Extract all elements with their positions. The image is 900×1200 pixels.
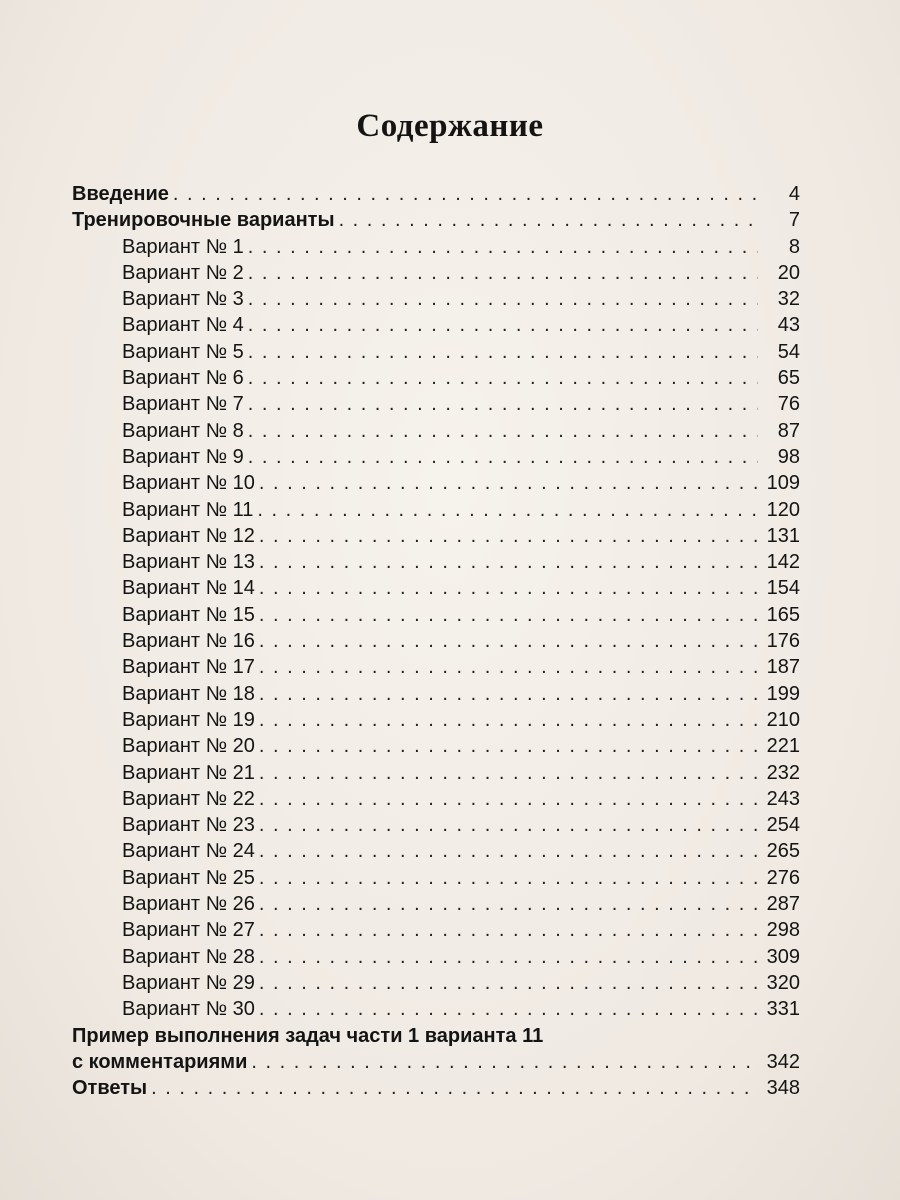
page-title: Содержание	[356, 108, 544, 144]
dot-leader	[259, 549, 758, 575]
toc-entry-label: Вариант № 30	[122, 998, 255, 1021]
dot-leader	[259, 628, 758, 654]
toc-page-number: 65	[777, 367, 800, 390]
toc-entry-label: Введение	[72, 183, 169, 205]
toc-entry-label: Вариант № 18	[122, 682, 255, 705]
toc-variant-row	[72, 602, 800, 628]
toc-variant-row	[72, 286, 800, 312]
toc-entry-label: с комментариями	[72, 1050, 248, 1073]
toc-entry-label: Вариант № 14	[122, 577, 255, 600]
dot-leader	[257, 497, 758, 523]
dot-leader	[251, 1049, 758, 1075]
toc-page-number: 210	[766, 708, 800, 731]
dot-leader	[259, 996, 758, 1022]
toc-page-number: 154	[766, 577, 800, 600]
dot-leader	[259, 891, 758, 917]
toc-variant-row	[72, 786, 800, 812]
toc-page-number: 265	[766, 840, 800, 863]
toc-entry-label: Вариант № 15	[122, 603, 255, 626]
toc-variant-row	[72, 418, 800, 444]
dot-leader	[259, 970, 758, 996]
toc-variant-row	[72, 944, 800, 970]
toc-entry-label: Вариант № 19	[122, 708, 255, 731]
toc-entry-label: Вариант № 23	[122, 814, 255, 837]
toc-variant-row	[72, 707, 800, 733]
dot-leader	[259, 575, 758, 601]
dot-leader	[248, 339, 758, 365]
toc-variant-row	[72, 812, 800, 838]
toc-entry-label: Вариант № 16	[122, 630, 255, 653]
dot-leader	[248, 234, 758, 260]
toc-page-number: 221	[766, 735, 800, 758]
toc-variant-row	[72, 760, 800, 786]
dot-leader	[259, 865, 758, 891]
toc-page-number: 120	[766, 498, 800, 521]
toc-section-row	[72, 1023, 800, 1049]
toc-entry-label: Вариант № 7	[122, 393, 244, 416]
toc-page-number: 142	[766, 551, 800, 574]
toc-page-number: 309	[766, 945, 800, 968]
toc-page-number: 287	[766, 893, 800, 916]
dot-leader	[151, 1075, 758, 1101]
toc-entry-label: Вариант № 28	[122, 945, 255, 968]
dot-leader	[259, 733, 758, 759]
dot-leader	[173, 181, 758, 207]
dot-leader	[259, 654, 758, 680]
dot-leader	[259, 760, 758, 786]
toc-entry-label: Вариант № 3	[122, 288, 244, 311]
dot-leader	[248, 418, 758, 444]
toc-variant-row	[72, 996, 800, 1022]
toc-page-number: 54	[777, 340, 800, 363]
toc-entry-label: Вариант № 4	[122, 314, 244, 337]
toc-entry-label: Вариант № 20	[122, 735, 255, 758]
dot-leader	[259, 602, 758, 628]
toc-page-number: 320	[766, 971, 800, 994]
toc-entry-label: Вариант № 12	[122, 524, 255, 547]
toc-entry-label: Вариант № 24	[122, 840, 255, 863]
toc-entry-label: Вариант № 26	[122, 893, 255, 916]
toc-page-number: 76	[777, 393, 800, 416]
dot-leader	[259, 944, 758, 970]
dot-leader	[248, 286, 758, 312]
toc-variant-row	[72, 549, 800, 575]
dot-leader	[259, 917, 758, 943]
toc-variant-row	[72, 312, 800, 338]
toc-entry-label: Вариант № 11	[122, 498, 254, 521]
toc-variant-row	[72, 260, 800, 286]
toc-entry-label: Вариант № 5	[122, 340, 244, 363]
toc-variant-row	[72, 470, 800, 496]
toc-variant-row	[72, 391, 800, 417]
dot-leader	[259, 523, 758, 549]
toc-page-number: 331	[766, 998, 800, 1021]
toc-variant-row	[72, 365, 800, 391]
toc-page-number: 187	[766, 656, 800, 679]
dot-leader	[248, 312, 758, 338]
toc-page-number: 298	[766, 919, 800, 942]
dot-leader	[259, 707, 758, 733]
toc-page-number: 43	[777, 314, 800, 337]
toc-page-number: 7	[788, 209, 800, 232]
toc-variant-row	[72, 681, 800, 707]
table-of-contents	[72, 181, 800, 1101]
toc-section-row	[72, 1075, 800, 1101]
toc-page-number: 32	[777, 288, 800, 311]
toc-entry-label: Вариант № 9	[122, 445, 244, 468]
toc-entry-label: Вариант № 22	[122, 787, 255, 810]
dot-leader	[259, 786, 758, 812]
toc-entry-label: Вариант № 10	[122, 472, 255, 495]
toc-page-number: 8	[788, 235, 800, 258]
toc-entry-label: Вариант № 2	[122, 261, 244, 284]
dot-leader	[259, 812, 758, 838]
toc-page-number: 131	[766, 524, 800, 547]
toc-variant-row	[72, 234, 800, 260]
toc-page-number: 176	[766, 630, 800, 653]
dot-leader	[248, 260, 758, 286]
toc-page-number: 342	[766, 1050, 800, 1073]
toc-variant-row	[72, 970, 800, 996]
dot-leader	[259, 681, 758, 707]
toc-entry-label: Тренировочные варианты	[72, 209, 335, 232]
toc-page-number: 20	[777, 261, 800, 284]
toc-page-number: 98	[777, 445, 800, 468]
toc-variant-row	[72, 339, 800, 365]
toc-entry-label: Вариант № 21	[122, 761, 255, 784]
toc-variant-row	[72, 865, 800, 891]
dot-leader	[248, 391, 758, 417]
toc-variant-row	[72, 497, 800, 523]
toc-entry-label: Пример выполнения задач части 1 варианта 11	[72, 1024, 544, 1047]
toc-page-number: 87	[777, 419, 800, 442]
toc-entry-label: Вариант № 27	[122, 919, 255, 942]
toc-section-row	[72, 207, 800, 233]
toc-page-number: 243	[766, 787, 800, 810]
toc-variant-row	[72, 891, 800, 917]
dot-leader	[339, 207, 758, 233]
toc-section-row	[72, 1049, 800, 1075]
toc-entry-label: Вариант № 8	[122, 419, 244, 442]
toc-entry-label: Вариант № 6	[122, 367, 244, 390]
toc-entry-label: Вариант № 29	[122, 971, 255, 994]
toc-entry-label: Вариант № 25	[122, 866, 255, 889]
dot-leader	[248, 444, 758, 470]
toc-variant-row	[72, 444, 800, 470]
toc-page-number: 109	[766, 472, 800, 495]
toc-variant-row	[72, 917, 800, 943]
toc-variant-row	[72, 654, 800, 680]
dot-leader	[259, 470, 758, 496]
toc-entry-label: Вариант № 13	[122, 551, 255, 574]
toc-entry-label: Вариант № 1	[122, 235, 244, 258]
toc-variant-row	[72, 523, 800, 549]
toc-variant-row	[72, 733, 800, 759]
toc-entry-label: Вариант № 17	[122, 656, 255, 679]
dot-leader	[259, 838, 758, 864]
toc-variant-row	[72, 628, 800, 654]
toc-page-number: 348	[766, 1077, 800, 1100]
toc-page-number: 165	[766, 603, 800, 626]
toc-page-number: 199	[766, 682, 800, 705]
toc-variant-row	[72, 575, 800, 601]
toc-page-number: 4	[788, 183, 800, 205]
dot-leader	[248, 365, 758, 391]
toc-page-number: 276	[766, 866, 800, 889]
toc-page-number: 232	[766, 761, 800, 784]
toc-page-number: 254	[766, 814, 800, 837]
toc-entry-label: Ответы	[72, 1077, 148, 1100]
toc-section-row	[72, 181, 800, 207]
toc-variant-row	[72, 838, 800, 864]
